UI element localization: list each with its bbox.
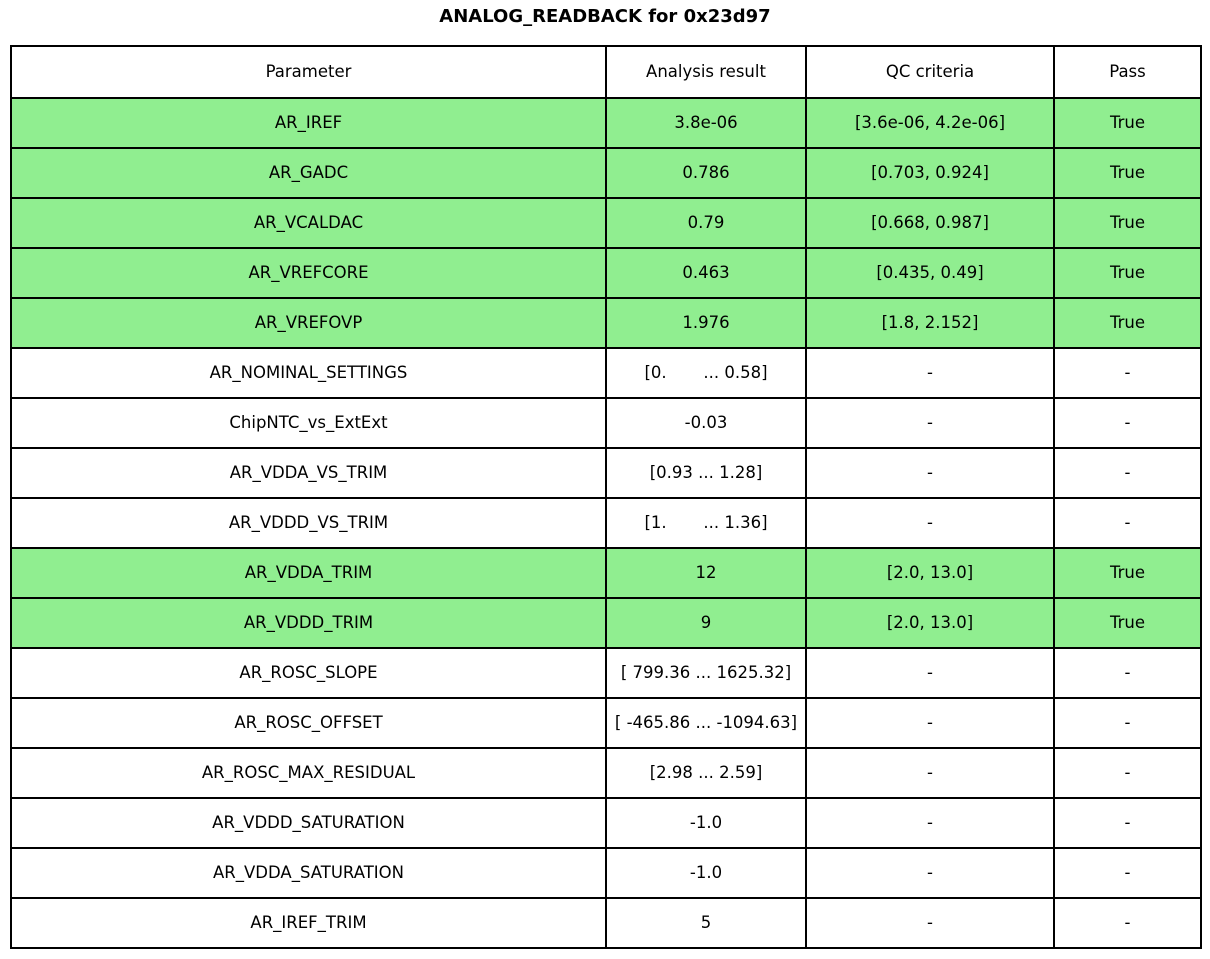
cell-result: 0.786 — [606, 148, 806, 198]
table-row — [11, 98, 1201, 148]
table-row — [11, 548, 1201, 598]
cell-result: -1.0 — [606, 798, 806, 848]
cell-parameter: AR_VDDD_TRIM — [11, 598, 606, 648]
cell-pass: True — [1054, 298, 1201, 348]
cell-pass: True — [1054, 148, 1201, 198]
cell-criteria: [2.0, 13.0] — [806, 548, 1054, 598]
cell-criteria: - — [806, 398, 1054, 448]
qc-results-table — [10, 45, 1202, 949]
cell-pass: True — [1054, 198, 1201, 248]
table-row — [11, 298, 1201, 348]
cell-criteria: - — [806, 448, 1054, 498]
cell-pass: - — [1054, 698, 1201, 748]
cell-pass: - — [1054, 498, 1201, 548]
table-row — [11, 148, 1201, 198]
cell-pass: - — [1054, 798, 1201, 848]
cell-parameter: AR_VDDA_SATURATION — [11, 848, 606, 898]
header-row — [11, 46, 1201, 98]
cell-criteria: - — [806, 748, 1054, 798]
cell-result: 0.463 — [606, 248, 806, 298]
cell-criteria: - — [806, 648, 1054, 698]
cell-pass: True — [1054, 598, 1201, 648]
cell-pass: - — [1054, 398, 1201, 448]
cell-criteria: [1.8, 2.152] — [806, 298, 1054, 348]
cell-result: [ -465.86 ... -1094.63] — [606, 698, 806, 748]
cell-parameter: AR_VDDD_VS_TRIM — [11, 498, 606, 548]
cell-pass: - — [1054, 648, 1201, 698]
cell-result: 1.976 — [606, 298, 806, 348]
cell-pass: - — [1054, 348, 1201, 398]
cell-criteria: [0.435, 0.49] — [806, 248, 1054, 298]
cell-pass: True — [1054, 548, 1201, 598]
cell-parameter: AR_VDDA_TRIM — [11, 548, 606, 598]
table-row — [11, 498, 1201, 548]
cell-result: [0. ... 0.58] — [606, 348, 806, 398]
cell-parameter: AR_ROSC_OFFSET — [11, 698, 606, 748]
cell-parameter: AR_ROSC_MAX_RESIDUAL — [11, 748, 606, 798]
table-row — [11, 798, 1201, 848]
cell-criteria: - — [806, 898, 1054, 948]
table-row — [11, 698, 1201, 748]
table-row — [11, 748, 1201, 798]
table-row — [11, 198, 1201, 248]
cell-parameter: AR_VDDD_SATURATION — [11, 798, 606, 848]
cell-result: 12 — [606, 548, 806, 598]
cell-criteria: - — [806, 798, 1054, 848]
cell-criteria: - — [806, 848, 1054, 898]
cell-parameter: AR_VCALDAC — [11, 198, 606, 248]
table-row — [11, 348, 1201, 398]
table-row — [11, 448, 1201, 498]
cell-result: 9 — [606, 598, 806, 648]
figure-title: ANALOG_READBACK for 0x23d97 — [439, 6, 771, 27]
cell-result: [0.93 ... 1.28] — [606, 448, 806, 498]
cell-criteria: [0.703, 0.924] — [806, 148, 1054, 198]
cell-pass: - — [1054, 748, 1201, 798]
cell-result: [2.98 ... 2.59] — [606, 748, 806, 798]
cell-pass: - — [1054, 448, 1201, 498]
cell-parameter: AR_NOMINAL_SETTINGS — [11, 348, 606, 398]
table-row — [11, 848, 1201, 898]
cell-parameter: AR_VDDA_VS_TRIM — [11, 448, 606, 498]
cell-parameter: AR_VREFCORE — [11, 248, 606, 298]
cell-result: -1.0 — [606, 848, 806, 898]
cell-result: [1. ... 1.36] — [606, 498, 806, 548]
table-row — [11, 248, 1201, 298]
table-row — [11, 598, 1201, 648]
cell-parameter: AR_GADC — [11, 148, 606, 198]
table-row — [11, 398, 1201, 448]
cell-parameter: ChipNTC_vs_ExtExt — [11, 398, 606, 448]
cell-pass: - — [1054, 848, 1201, 898]
cell-pass: - — [1054, 898, 1201, 948]
cell-pass: True — [1054, 248, 1201, 298]
cell-result: 5 — [606, 898, 806, 948]
table-row — [11, 648, 1201, 698]
cell-parameter: AR_IREF — [11, 98, 606, 148]
cell-criteria: [2.0, 13.0] — [806, 598, 1054, 648]
cell-result: 0.79 — [606, 198, 806, 248]
table-row — [11, 898, 1201, 948]
column-header-pass: Pass — [1054, 46, 1201, 98]
column-header-analysis-result: Analysis result — [606, 46, 806, 98]
cell-result: -0.03 — [606, 398, 806, 448]
cell-criteria: [0.668, 0.987] — [806, 198, 1054, 248]
cell-criteria: - — [806, 698, 1054, 748]
cell-criteria: [3.6e-06, 4.2e-06] — [806, 98, 1054, 148]
cell-result: [ 799.36 ... 1625.32] — [606, 648, 806, 698]
column-header-parameter: Parameter — [11, 46, 606, 98]
column-header-qc-criteria: QC criteria — [806, 46, 1054, 98]
cell-result: 3.8e-06 — [606, 98, 806, 148]
cell-pass: True — [1054, 98, 1201, 148]
cell-parameter: AR_ROSC_SLOPE — [11, 648, 606, 698]
cell-criteria: - — [806, 498, 1054, 548]
cell-parameter: AR_VREFOVP — [11, 298, 606, 348]
cell-criteria: - — [806, 348, 1054, 398]
cell-parameter: AR_IREF_TRIM — [11, 898, 606, 948]
